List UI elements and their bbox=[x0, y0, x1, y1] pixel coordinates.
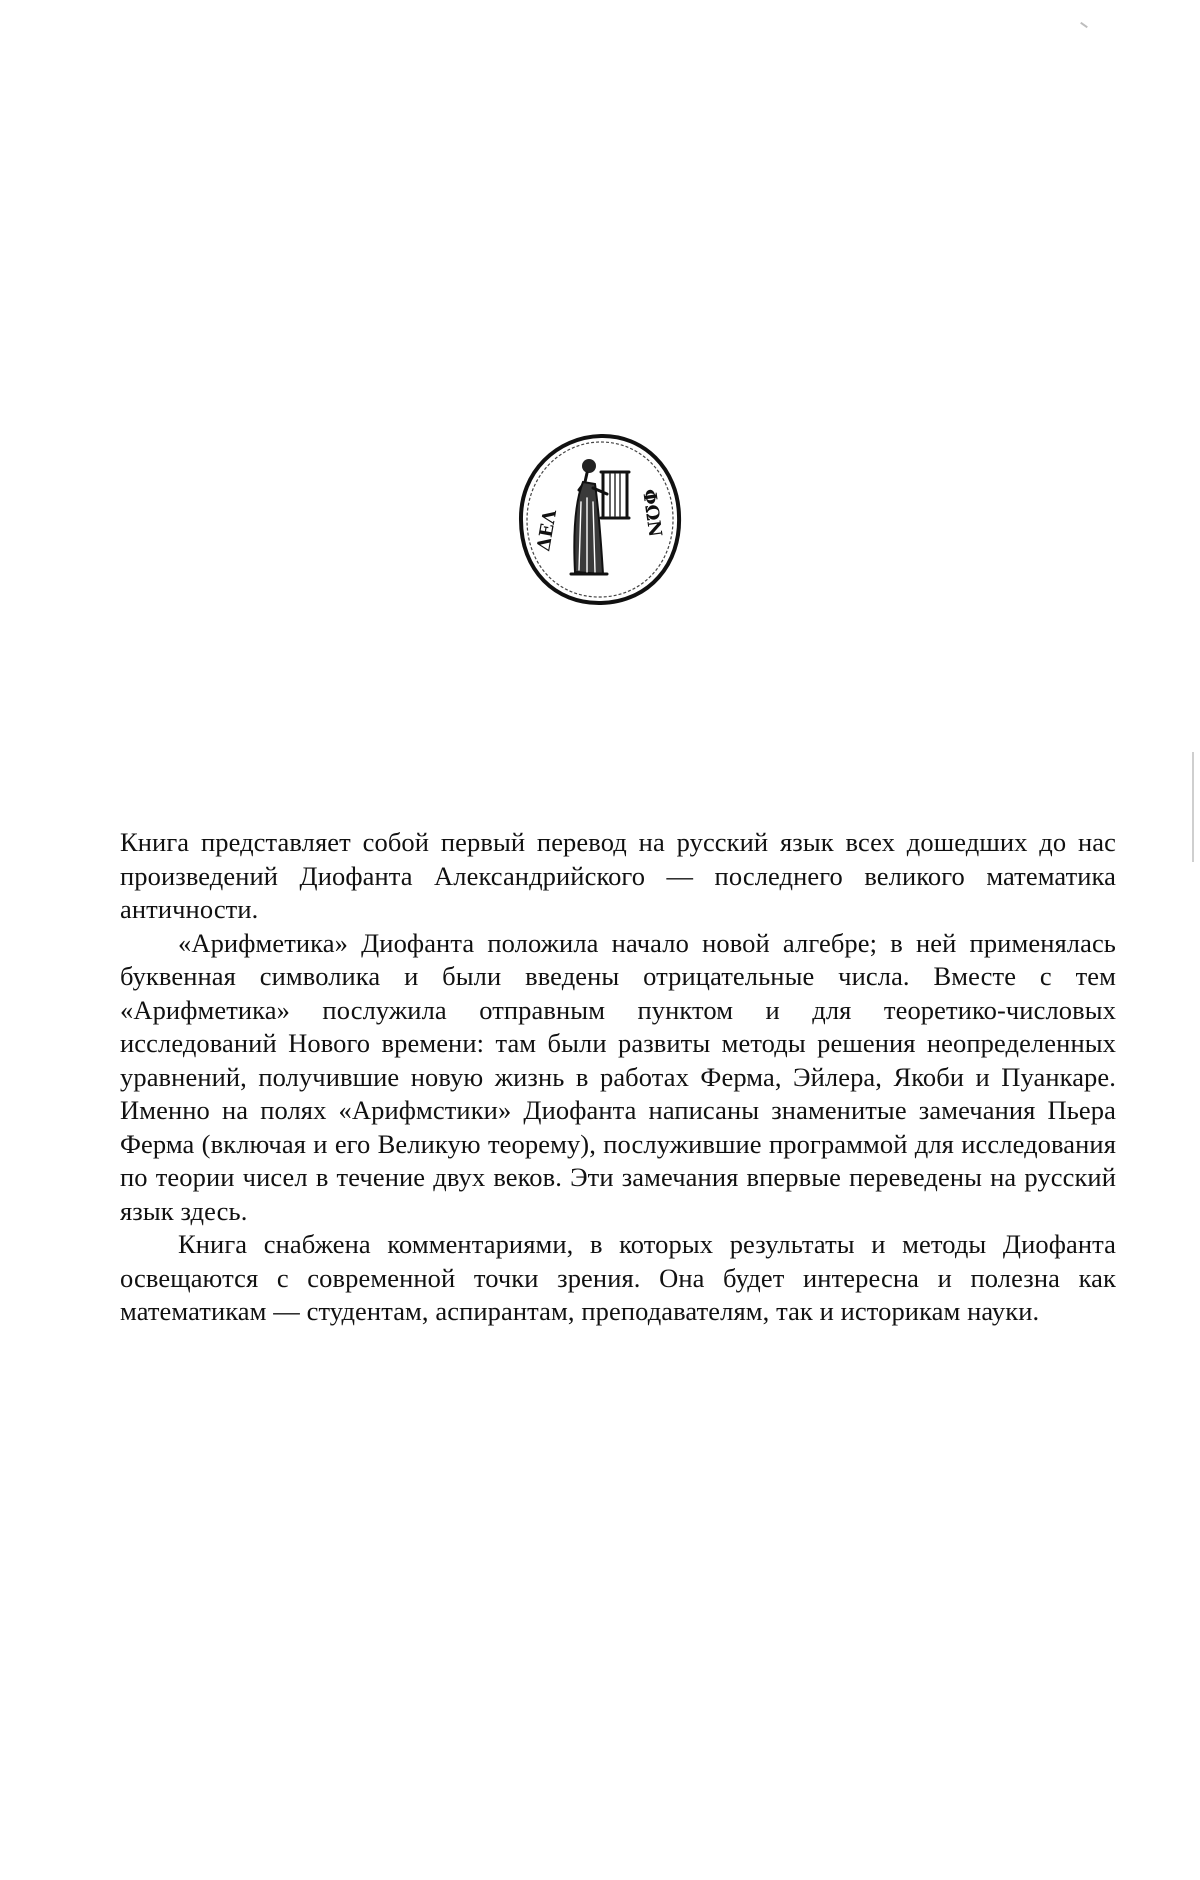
annotation-paragraph: Книга снабжена комментариями, в которых результаты и методы Диофанта освещаются с современной точки зрения. Она будет интересна и полезна как математикам — студентам, аспирантам, преподавателям, так и историкам науки. bbox=[120, 1229, 1116, 1326]
book-annotation bbox=[120, 826, 1116, 1329]
annotation-paragraph: «Арифметика» Диофанта положила начало новой алгебре; в ней применялась буквенная символика и были введены отрицательные числа. Вместе с тем «Арифметика» послужила отправным пунктом и для теоретико-числовых исследований Нового времени: там были развиты методы решения неопределенных уравнений, получившие новую жизнь в работах Ферма, Эйлера, Якоби и Пуанкаре. Именно на полях «Арифмстики» Диофанта написаны знаменитые замечания Пьера Ферма (включая и его Великую теорему), послужившие программой для исследования по теории чисел в течение двух веков. Эти замечания впервые переведены на русский язык здесь. bbox=[120, 927, 1116, 1226]
scan-artifact bbox=[1080, 22, 1088, 28]
coin-icon bbox=[515, 432, 685, 607]
coin-legend-right: ΦΩΝ bbox=[638, 487, 666, 539]
coin-legend-left: ΔΕΛ bbox=[533, 508, 562, 553]
scan-edge-mark bbox=[1192, 752, 1194, 862]
coin-illustration bbox=[515, 432, 685, 607]
annotation-paragraph: Книга представляет собой первый перевод на русский язык всех дошедших до нас произведений Диофанта Александрийского — последнего великого математика античности. bbox=[120, 827, 1116, 924]
